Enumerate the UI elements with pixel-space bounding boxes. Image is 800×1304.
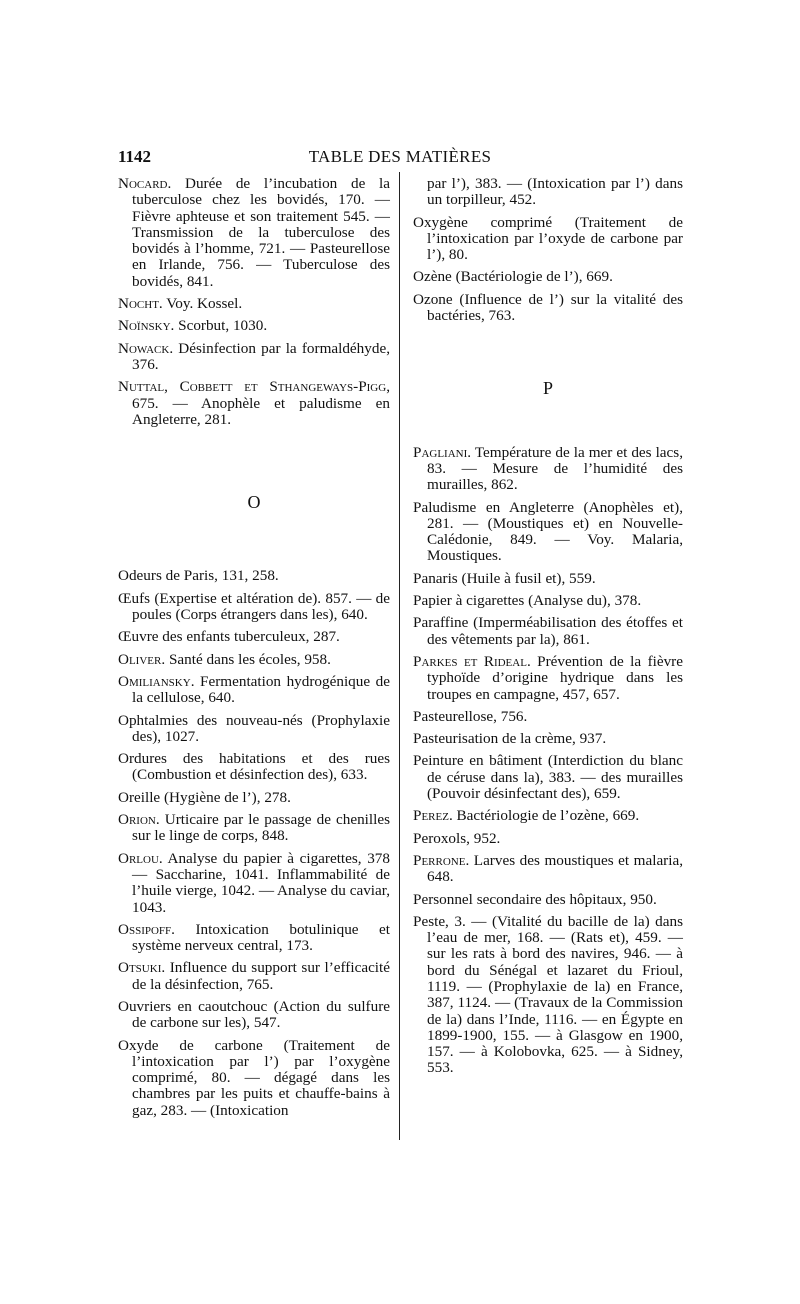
entry-author: Perez [413, 807, 449, 825]
entry-text: . Voy. Kossel. [158, 295, 243, 313]
index-entry [118, 652, 390, 668]
index-entry [413, 808, 683, 824]
entry-text: . Température de la mer et des lacs, 83. — Mesure de l’humidité des murailles, 862. [427, 443, 683, 494]
index-entry [118, 1038, 390, 1119]
index-entry [413, 853, 683, 886]
index-entry [118, 790, 390, 806]
entry-text: Ouvriers en caoutchouc (Action du sulfure de carbone sur les), 547. [118, 997, 390, 1032]
index-entry [118, 318, 390, 334]
index-entry [118, 296, 390, 312]
entry-text: par l’), 383. — (Intoxication par l’) dans un torpilleur, 452. [427, 175, 683, 209]
entry-text: Paraffine (Imperméabilisation des étoffes et des vêtements par la), 861. [413, 614, 683, 648]
entry-text: Oxyde de carbone (Traitement de l’intoxication par l’) par l’oxygène comprimé, 80. — dégagé dans les chambres par les puits et chauffe-bains à gaz, 283. — (Intoxication [118, 1036, 390, 1119]
entry-text: . Durée de l’incubation de la tuberculose chez les bovidés, 170. — Fièvre aphteuse et son traitement 545. — Transmission de la tuberculose des bovidés à l’homme, 721. — Pasteurellose en Irlande, 756. — Tuberculose des bovidés, 841. [132, 175, 390, 290]
entry-author: Oliver [118, 650, 162, 668]
index-entry [118, 591, 390, 624]
column-divider [399, 172, 400, 1140]
entry-text: Ophtalmies des nouveau-nés (Prophylaxie des), 1027. [118, 711, 390, 745]
index-entry [118, 629, 390, 645]
entry-text: . Urticaire par le passage de chenilles sur le linge de corps, 848. [132, 811, 390, 845]
entry-author: Perrone [413, 851, 466, 869]
index-entry [413, 500, 683, 565]
entry-author: Nocard [118, 175, 168, 192]
entry-author: Otsuki [118, 959, 162, 977]
entry-text: Ozone (Influence de l’) sur la vitalité des bactéries, 763. [413, 290, 683, 325]
index-entry [118, 960, 390, 993]
index-entry [413, 445, 683, 494]
entry-text: Ordures des habitations et des rues (Combustion et désinfection des), 633. [118, 750, 390, 784]
entry-text: . Scorbut, 1030. [170, 317, 268, 335]
entry-text: . Influence du support sur l’efficacité de la désinfection, 765. [132, 959, 390, 993]
index-entry [118, 751, 390, 784]
entry-text: Pasteurellose, 756. [413, 707, 528, 725]
entry-text: Peinture en bâtiment (Interdiction du blanc de céruse dans la), 383. — des murailles (Pouvoir désinfectant des), 659. [413, 752, 683, 803]
index-entry [118, 812, 390, 845]
entry-text: Papier à cigarettes (Analyse du), 378. [413, 592, 642, 610]
index-entry [413, 709, 683, 725]
index-entry [413, 914, 683, 1077]
left-entries-after [118, 568, 390, 1119]
entry-text: . Bactériologie de l’ozène, 669. [448, 807, 640, 825]
index-entry [118, 999, 390, 1032]
entry-text: . Analyse du papier à cigarettes, 378 — Saccharine, 1041. Inflammabilité de l’huile vierge, 1042. — Analyse du caviar, 1043. [132, 849, 390, 916]
index-entry [118, 341, 390, 374]
section-letter-o: O [247, 492, 261, 513]
entry-text: Personnel secondaire des hôpitaux, 950. [413, 890, 657, 908]
entry-text: . Fermentation hydrogénique de la cellulose, 640. [132, 672, 390, 707]
entry-text: Oreille (Hygiène de l’), 278. [118, 788, 291, 806]
entry-text: Pasteurisation de la crème, 937. [413, 730, 607, 748]
entry-text: . Prévention de la fièvre typhoïde d’origine hydrique dans les troupes en campagne, 457, 657. [427, 652, 683, 703]
entry-author: Nuttal, Cobbett et Sthangeways-Pigg [118, 378, 387, 396]
entry-author: Ossipoff [118, 920, 172, 938]
entry-text: Peroxols, 952. [413, 829, 501, 847]
right-entries-after [413, 445, 683, 1077]
entry-text: Odeurs de Paris, 131, 258. [118, 567, 279, 585]
entry-text: Ozène (Bactériologie de l’), 669. [413, 268, 613, 286]
index-entry [413, 731, 683, 747]
entry-text: . Désinfection par la formaldéhyde, 376. [132, 339, 390, 373]
index-entry [413, 176, 683, 209]
entry-author: Orlou [118, 849, 159, 867]
index-entry [413, 615, 683, 648]
index-entry [413, 593, 683, 609]
index-entry [413, 215, 683, 264]
entry-author: Nocht [118, 295, 159, 313]
index-entry [118, 674, 390, 707]
entry-text: Œufs (Expertise et altération de). 857. — de poules (Corps étrangers dans les), 640. [118, 589, 390, 624]
index-entry [413, 292, 683, 325]
index-entry [118, 851, 390, 916]
entry-author: Noïnsky [118, 317, 171, 335]
entry-text: Oxygène comprimé (Traitement de l’intoxication par l’oxyde de carbone par l’), 80. [413, 213, 683, 264]
index-entry [118, 568, 390, 584]
index-entry [413, 892, 683, 908]
entry-author: Omiliansky [118, 672, 191, 690]
entry-text: Paludisme en Angleterre (Anophèles et), 281. — (Moustiques et) en Nouvelle-Calédonie, 849. — Voy. Malaria, Moustiques. [413, 498, 683, 565]
entry-author: Orion [118, 811, 156, 829]
index-entry [413, 753, 683, 802]
index-entry [413, 571, 683, 587]
index-entry [118, 713, 390, 746]
page-number: 1142 [118, 147, 152, 166]
entry-text: Peste, 3. — (Vitalité du bacille de la) dans l’eau de mer, 168. — (Rats et), 459. — sur les rats à bord des navires, 946. — à bord du Sénégal et lazaret du Frioul, 1119. — (Prophylaxie de la) en France, 387, 1124. — (Travaux de la Commission de la) dans l’Inde, 1116. — en Égypte en 1899-1900, 155. — à Glasgow en 1900, 157. — à Kolobovka, 625. — à Sidney, 553. [413, 912, 683, 1077]
index-entry [118, 379, 390, 428]
left-entries-before [118, 176, 390, 428]
index-entry [413, 831, 683, 847]
entry-author: Pagliani [413, 443, 468, 461]
entry-text: . Intoxication botulinique et système nerveux central, 173. [132, 920, 390, 955]
entry-text: Œuvre des enfants tuberculeux, 287. [118, 628, 340, 646]
page-header [118, 147, 682, 171]
entry-text: . Larves des moustiques et malaria, 648. [427, 851, 683, 886]
entry-text: Panaris (Huile à fusil et), 559. [413, 569, 596, 587]
entry-text: , 675. — Anophèle et paludisme en Angleterre, 281. [132, 378, 390, 428]
index-entry [118, 922, 390, 955]
entry-author: Nowack [118, 339, 170, 357]
left-column [118, 176, 390, 1125]
section-letter-p: P [542, 378, 553, 399]
index-entry [118, 176, 390, 290]
right-entries-before [413, 176, 683, 324]
entry-text: . Santé dans les écoles, 958. [161, 650, 331, 668]
right-column [413, 176, 683, 1083]
running-title: TABLE DES MATIÈRES [308, 147, 492, 166]
index-entry [413, 654, 683, 703]
entry-author: Parkes et Rideal [413, 652, 527, 670]
index-entry [413, 269, 683, 285]
